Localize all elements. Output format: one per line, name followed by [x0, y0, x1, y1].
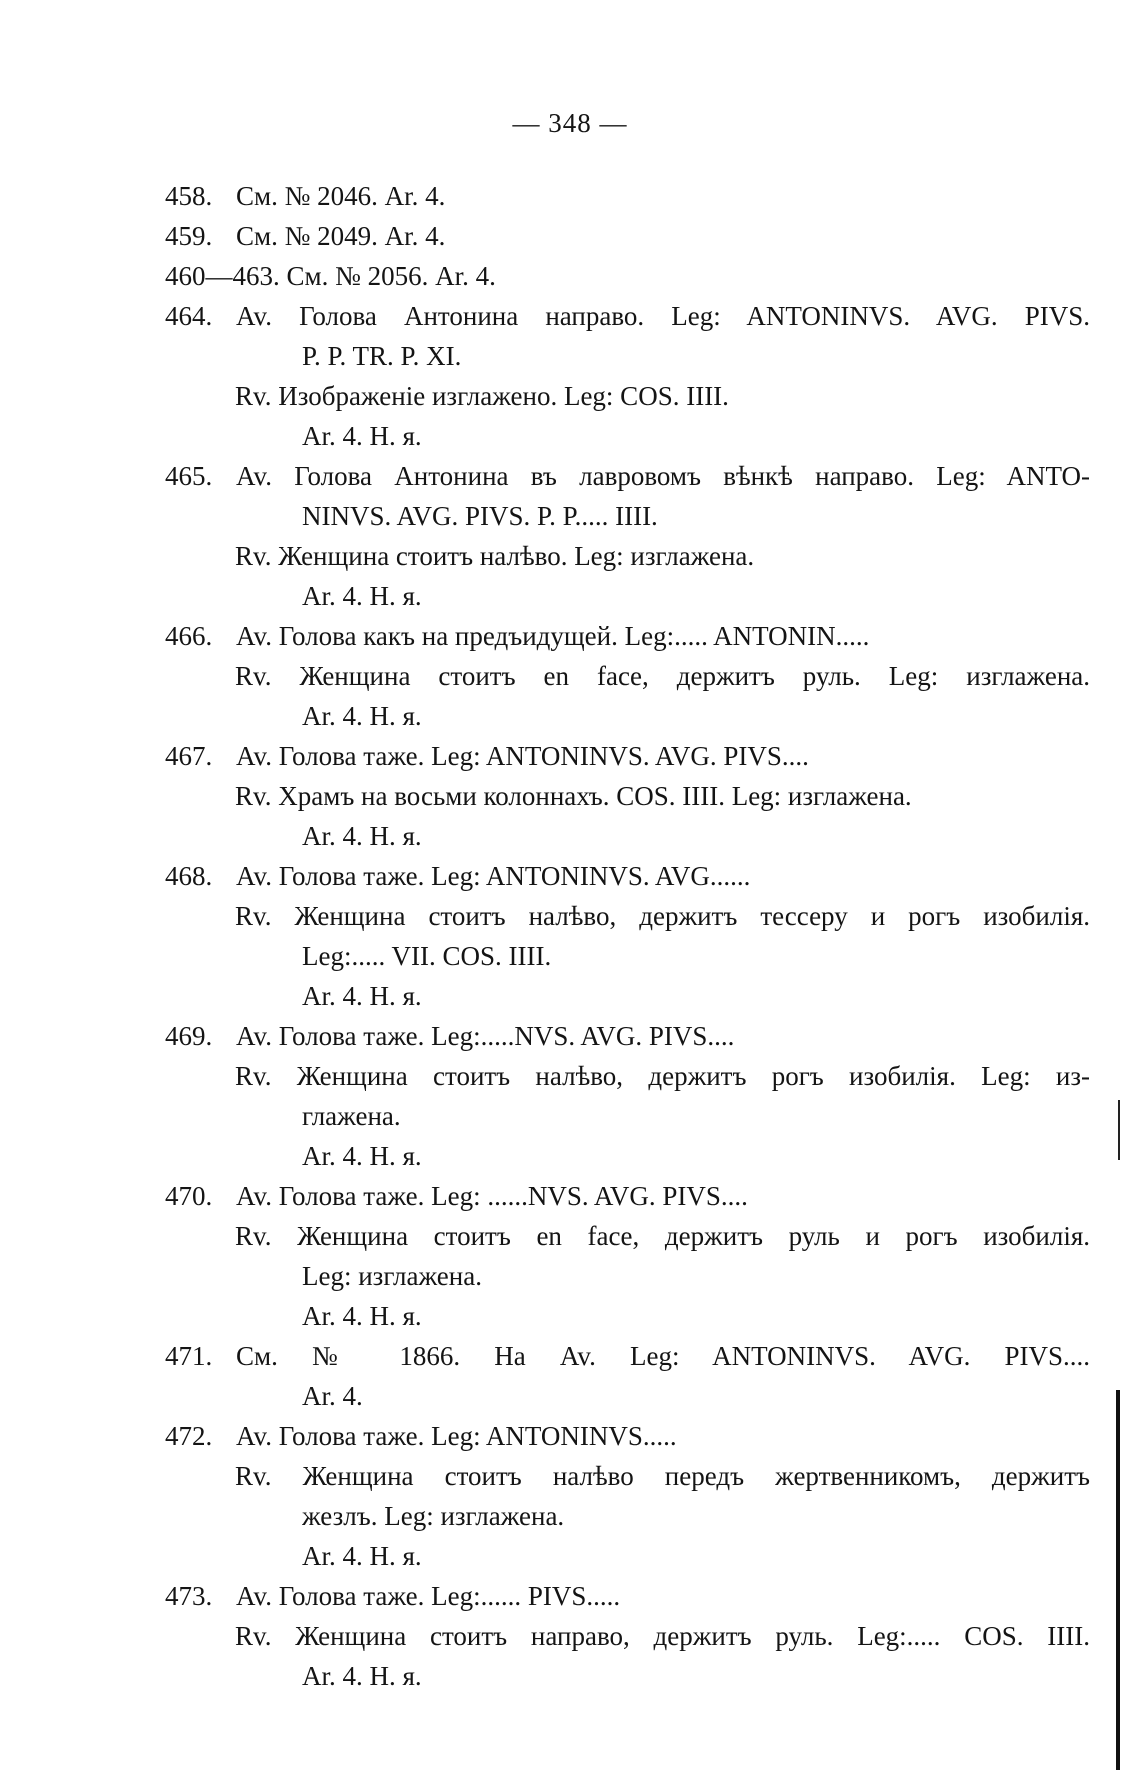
- continuation-text: Ar. 4. H. я.: [302, 821, 422, 851]
- margin-scan-rule: [1116, 1390, 1120, 1770]
- continuation-line: [0, 496, 1140, 536]
- catalog-entry-line: [0, 736, 1140, 776]
- continuation-text: глажена.: [302, 1101, 401, 1131]
- reverse-description-line: [0, 536, 1140, 576]
- entry-text: Av. Голова Антонина направо. Leg: ANTONINVS. AVG. PIVS.: [236, 301, 1090, 331]
- reverse-text: Rv. Женщина стоитъ налѣво, держитъ тессеру и рогъ изобилія.: [235, 901, 1090, 931]
- reverse-text: Rv. Храмъ на восьми колоннахъ. COS. IIII. Leg: изглажена.: [235, 781, 912, 811]
- reverse-text: Rv. Женщина стоитъ налѣво. Leg: изглажена.: [235, 541, 755, 571]
- entry-number: 471.: [165, 1341, 213, 1371]
- margin-scan-mark: [1118, 1100, 1120, 1160]
- continuation-line: [0, 976, 1140, 1016]
- continuation-text: Ar. 4. H. я.: [302, 421, 422, 451]
- continuation-line: [0, 1256, 1140, 1296]
- continuation-text: Ar. 4. H. я.: [302, 581, 422, 611]
- continuation-line: [0, 576, 1140, 616]
- entry-number: 459.: [165, 221, 213, 251]
- entry-text: См. № 1866. На Av. Leg: ANTONINVS. AVG. PIVS....: [236, 1341, 1090, 1371]
- reverse-text: Rv. Женщина стоитъ en face, держитъ руль. Leg: изглажена.: [235, 661, 1090, 691]
- reverse-description-line: [0, 1456, 1140, 1496]
- reverse-text: Rv. Женщина стоитъ направо, держитъ руль. Leg:..... COS. IIII.: [235, 1621, 1090, 1651]
- catalog-entry-line: [0, 1416, 1140, 1456]
- entry-number: 470.: [165, 1181, 213, 1211]
- catalog-entry-line: [0, 1576, 1140, 1616]
- reverse-text: Rv. Изображеніе изглажено. Leg: COS. IIII.: [235, 381, 729, 411]
- catalog-entry-line: [0, 1016, 1140, 1056]
- reverse-description-line: [0, 1616, 1140, 1656]
- continuation-text: P. P. TR. P. XI.: [302, 341, 462, 371]
- continuation-line: [0, 1656, 1140, 1696]
- entry-number: 472.: [165, 1421, 213, 1451]
- continuation-text: Ar. 4. H. я.: [302, 1301, 422, 1331]
- entry-text: Av. Голова таже. Leg: ANTONINVS.....: [236, 1421, 677, 1451]
- catalog-entry-line: [0, 256, 1140, 296]
- catalog-entry-line: [0, 216, 1140, 256]
- continuation-text: Ar. 4.: [302, 1381, 363, 1411]
- catalog-entry-line: [0, 1176, 1140, 1216]
- continuation-text: Ar. 4. H. я.: [302, 981, 422, 1011]
- entry-text: 460—463. См. № 2056. Ar. 4.: [165, 261, 496, 291]
- reverse-description-line: [0, 656, 1140, 696]
- entry-text: Av. Голова Антонина въ лавровомъ вѣнкѣ направо. Leg: ANTO-: [236, 461, 1090, 491]
- reverse-description-line: [0, 1056, 1140, 1096]
- entry-number: 467.: [165, 741, 213, 771]
- continuation-line: [0, 936, 1140, 976]
- catalog-entry-line: [0, 176, 1140, 216]
- entry-number: 465.: [165, 461, 213, 491]
- continuation-text: Ar. 4. H. я.: [302, 701, 422, 731]
- continuation-text: Leg:..... VII. COS. IIII.: [302, 941, 552, 971]
- continuation-line: [0, 1096, 1140, 1136]
- continuation-line: [0, 1376, 1140, 1416]
- reverse-description-line: [0, 1216, 1140, 1256]
- entry-text: Av. Голова какъ на предъидущей. Leg:..... ANTONIN.....: [236, 621, 870, 651]
- entry-number: 458.: [165, 181, 213, 211]
- catalog-entries: [0, 176, 1140, 1696]
- reverse-description-line: [0, 776, 1140, 816]
- continuation-line: [0, 816, 1140, 856]
- continuation-line: [0, 696, 1140, 736]
- continuation-line: [0, 1496, 1140, 1536]
- reverse-text: Rv. Женщина стоитъ en face, держитъ руль и рогъ изобилія.: [235, 1221, 1090, 1251]
- catalog-entry-line: [0, 1336, 1140, 1376]
- continuation-line: [0, 336, 1140, 376]
- catalog-entry-line: [0, 296, 1140, 336]
- continuation-text: NINVS. AVG. PIVS. P. P..... IIII.: [302, 501, 658, 531]
- continuation-line: [0, 1296, 1140, 1336]
- entry-text: См. № 2049. Ar. 4.: [236, 221, 446, 251]
- continuation-line: [0, 416, 1140, 456]
- continuation-text: Ar. 4. H. я.: [302, 1541, 422, 1571]
- continuation-text: жезлъ. Leg: изглажена.: [302, 1501, 565, 1531]
- continuation-text: Ar. 4. H. я.: [302, 1661, 422, 1691]
- catalog-entry-line: [0, 616, 1140, 656]
- entry-number: 464.: [165, 301, 213, 331]
- entry-number: 466.: [165, 621, 213, 651]
- continuation-text: Leg: изглажена.: [302, 1261, 482, 1291]
- entry-text: Av. Голова таже. Leg: ANTONINVS. AVG. PIVS....: [236, 741, 809, 771]
- continuation-line: [0, 1136, 1140, 1176]
- entry-text: Av. Голова таже. Leg: ANTONINVS. AVG......: [236, 861, 751, 891]
- page-number: — 348 —: [512, 108, 628, 138]
- reverse-text: Rv. Женщина стоитъ налѣво, держитъ рогъ изобилія. Leg: из-: [235, 1061, 1090, 1091]
- catalog-entry-line: [0, 856, 1140, 896]
- entry-text: Av. Голова таже. Leg:.....NVS. AVG. PIVS....: [236, 1021, 735, 1051]
- entry-number: 473.: [165, 1581, 213, 1611]
- reverse-description-line: [0, 376, 1140, 416]
- entry-text: Av. Голова таже. Leg: ......NVS. AVG. PIVS....: [236, 1181, 748, 1211]
- reverse-text: Rv. Женщина стоитъ налѣво передъ жертвенникомъ, держитъ: [235, 1461, 1090, 1491]
- reverse-description-line: [0, 896, 1140, 936]
- entry-text: См. № 2046. Ar. 4.: [236, 181, 446, 211]
- catalog-entry-line: [0, 456, 1140, 496]
- entry-text: Av. Голова таже. Leg:...... PIVS.....: [236, 1581, 621, 1611]
- entry-number: 468.: [165, 861, 213, 891]
- continuation-line: [0, 1536, 1140, 1576]
- continuation-text: Ar. 4. H. я.: [302, 1141, 422, 1171]
- entry-number: 469.: [165, 1021, 213, 1051]
